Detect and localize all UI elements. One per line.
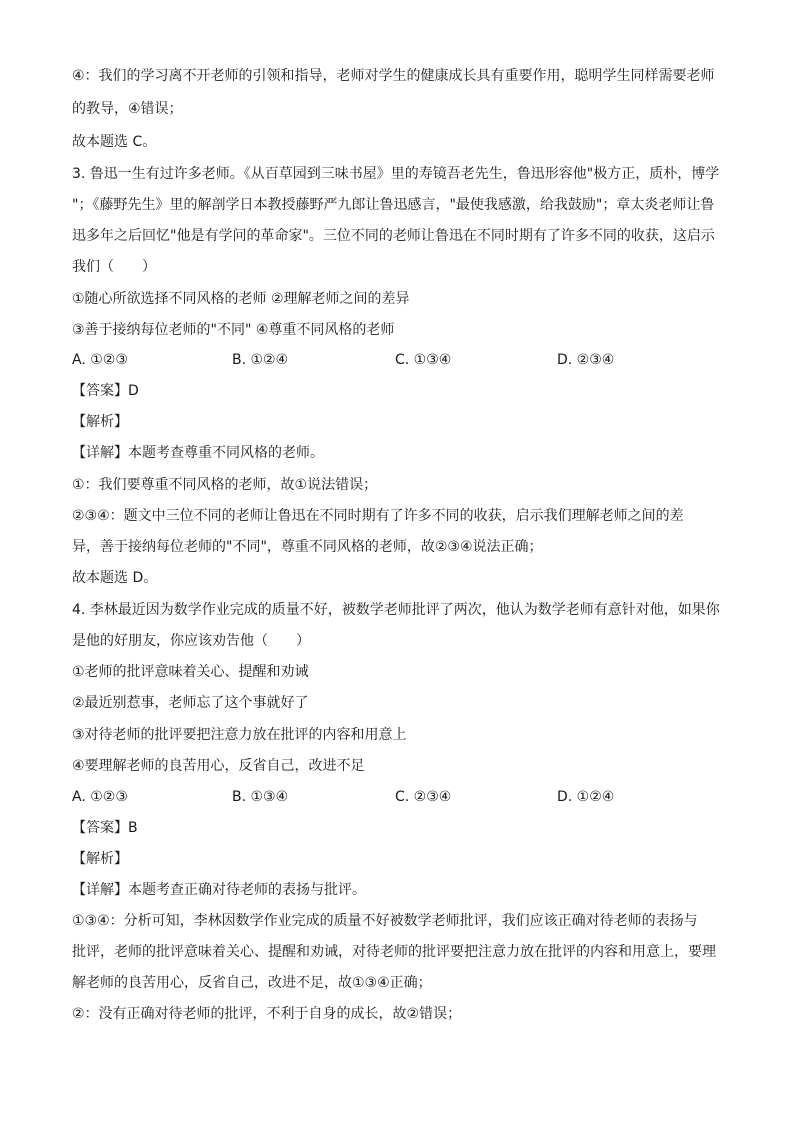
prev-conclusion: 故本题选 C。 bbox=[72, 134, 157, 150]
q4-analysis-label: 【解析】 bbox=[72, 851, 128, 867]
q4-statement-4: ④要理解老师的良苦用心，反省自己，改进不足 bbox=[72, 758, 365, 774]
q3-option-c: C. ①③④ bbox=[395, 352, 452, 368]
q4-detail: 【详解】本题考查正确对待老师的表扬与批评。 bbox=[72, 882, 366, 898]
q4-option-b: B. ①③④ bbox=[232, 789, 289, 805]
q4-statement-2: ②最近别惹事，老师忘了这个事就好了 bbox=[72, 695, 309, 711]
q3-detail: 【详解】本题考查尊重不同风格的老师。 bbox=[72, 445, 324, 461]
q4-explain-line-2: 批评，老师的批评意味着关心、提醒和劝诫，对待老师的批评要把注意力放在批评的内容和用意上，要理 bbox=[72, 944, 716, 960]
q4-stem-line-2: 是他的好朋友，你应该劝告他（ ） bbox=[72, 633, 310, 649]
prev-explain-line-1: ④：我们的学习离不开老师的引领和指导，老师对学生的健康成长具有重要作用，聪明学生同样需要老师 bbox=[72, 68, 715, 84]
prev-explain-line-2: 的教导，④错误； bbox=[72, 101, 183, 117]
q3-stem-line-2: "；《藤野先生》里的解剖学日本教授藤野严九郎让鲁迅感言，"最使我感激，给我鼓励"；章太炎老师让鲁 bbox=[72, 197, 715, 213]
q4-option-a: A. ①②③ bbox=[72, 789, 128, 805]
q4-stem-line-1: 4. 李林最近因为数学作业完成的质量不好，被数学老师批评了两次，他认为数学老师有意针对他，如果你 bbox=[72, 602, 720, 618]
q3-statement-2: ③善于接纳每位老师的"不同" ④尊重不同风格的老师 bbox=[72, 322, 395, 338]
q4-option-c: C. ②③④ bbox=[395, 789, 452, 805]
q4-answer: 【答案】B bbox=[72, 820, 138, 836]
q3-option-a: A. ①②③ bbox=[72, 352, 128, 368]
q3-analysis-label: 【解析】 bbox=[72, 414, 128, 430]
q3-explain-line-1: ①：我们要尊重不同风格的老师，故①说法错误； bbox=[72, 477, 378, 493]
q3-stem-line-4: 我们（ ） bbox=[72, 259, 156, 275]
q4-explain-line-3: 解老师的良苦用心，反省自己，改进不足，故①③④正确； bbox=[72, 975, 432, 991]
q3-conclusion: 故本题选 D。 bbox=[72, 570, 158, 586]
q3-explain-line-3: 异，善于接纳每位老师的"不同"，尊重不同风格的老师，故②③④说法正确； bbox=[72, 539, 543, 555]
q4-statement-1: ①老师的批评意味着关心、提醒和劝诫 bbox=[72, 664, 309, 680]
q3-statement-1: ①随心所欲选择不同风格的老师 ②理解老师之间的差异 bbox=[72, 291, 410, 307]
q4-option-d: D. ①②④ bbox=[557, 789, 615, 805]
q3-stem-line-3: 迅多年之后回忆"他是有学问的革命家"。三位不同的老师让鲁迅在不同时期有了许多不同的收获，这启示 bbox=[72, 228, 715, 244]
q4-explain-line-4: ②：没有正确对待老师的批评，不利于自身的成长，故②错误； bbox=[72, 1006, 462, 1022]
q3-answer: 【答案】D bbox=[72, 383, 139, 399]
q3-option-b: B. ①②④ bbox=[232, 352, 289, 368]
q4-explain-line-1: ①③④：分析可知，李林因数学作业完成的质量不好被数学老师批评，我们应该正确对待老师的表扬与 bbox=[72, 913, 698, 929]
q3-explain-line-2: ②③④：题文中三位不同的老师让鲁迅在不同时期有了许多不同的收获，启示我们理解老师之间的差 bbox=[72, 508, 684, 524]
q3-option-d: D. ②③④ bbox=[557, 352, 615, 368]
q4-statement-3: ③对待老师的批评要把注意力放在批评的内容和用意上 bbox=[72, 727, 407, 743]
q3-stem-line-1: 3. 鲁迅一生有过许多老师。《从百草园到三味书屋》里的寿镜吾老先生，鲁迅形容他"极方正，质朴，博学 bbox=[72, 166, 720, 182]
